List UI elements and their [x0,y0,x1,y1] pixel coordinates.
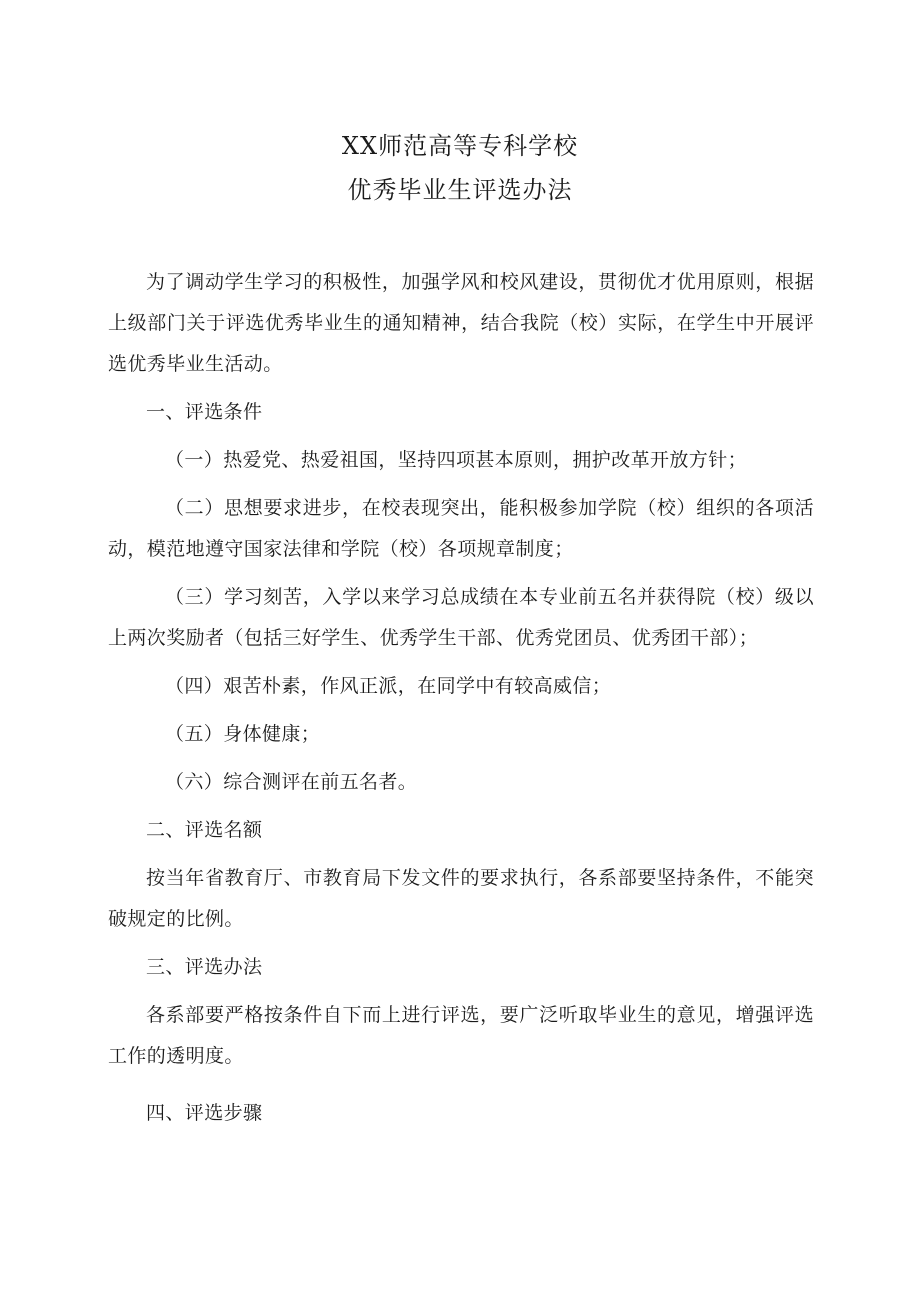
document-body [108,262,814,1141]
criteria-item: （四）艰苦朴素，作风正派，在同学中有较高威信； [165,675,612,697]
criteria-item: （五）身体健康； [165,723,321,745]
method-paragraph: 各系部要严格按条件自下而上进行评选，要广泛听取毕业生的意见，增强评选工作的透明度。 [108,1004,814,1067]
quota-paragraph: 按当年省教育厅、市教育局下发文件的要求执行，各系部要坚持条件，不能突破规定的比例。 [108,867,814,930]
criteria-item: （六）综合测评在前五名者。 [165,771,418,793]
intro-paragraph: 为了调动学生学习的积极性，加强学风和校风建设，贯彻优才优用原则，根据上级部门关于评选优秀毕业生的通知精神，结合我院（校）实际，在学生中开展评选优秀毕业生活动。 [108,271,814,375]
section-heading-method: 三、评选办法 [146,956,263,978]
section-heading-quota: 二、评选名额 [146,819,263,841]
criteria-item: （一）热爱党、热爱祖国，坚持四项甚本原则，拥护改革开放方针； [165,449,748,471]
section-heading-criteria: 一、评选条件 [146,401,263,423]
document-title-subject: 优秀毕业生评选办法 [347,176,573,204]
document-title-school: XX师范高等专科学校 [341,132,579,160]
section-heading-steps: 四、评选步骤 [146,1102,263,1124]
document-title-block [0,124,920,212]
criteria-item: （三）学习刻苦，入学以来学习总成绩在本专业前五名并获得院（校）级以上两次奖励者（包括三好学生、优秀学生干部、优秀党团员、优秀团干部）； [108,586,814,649]
criteria-item: （二）思想要求进步，在校表现突出，能积极参加学院（校）组织的各项活动，模范地遵守国家法律和学院（校）各项规章制度； [108,497,814,560]
